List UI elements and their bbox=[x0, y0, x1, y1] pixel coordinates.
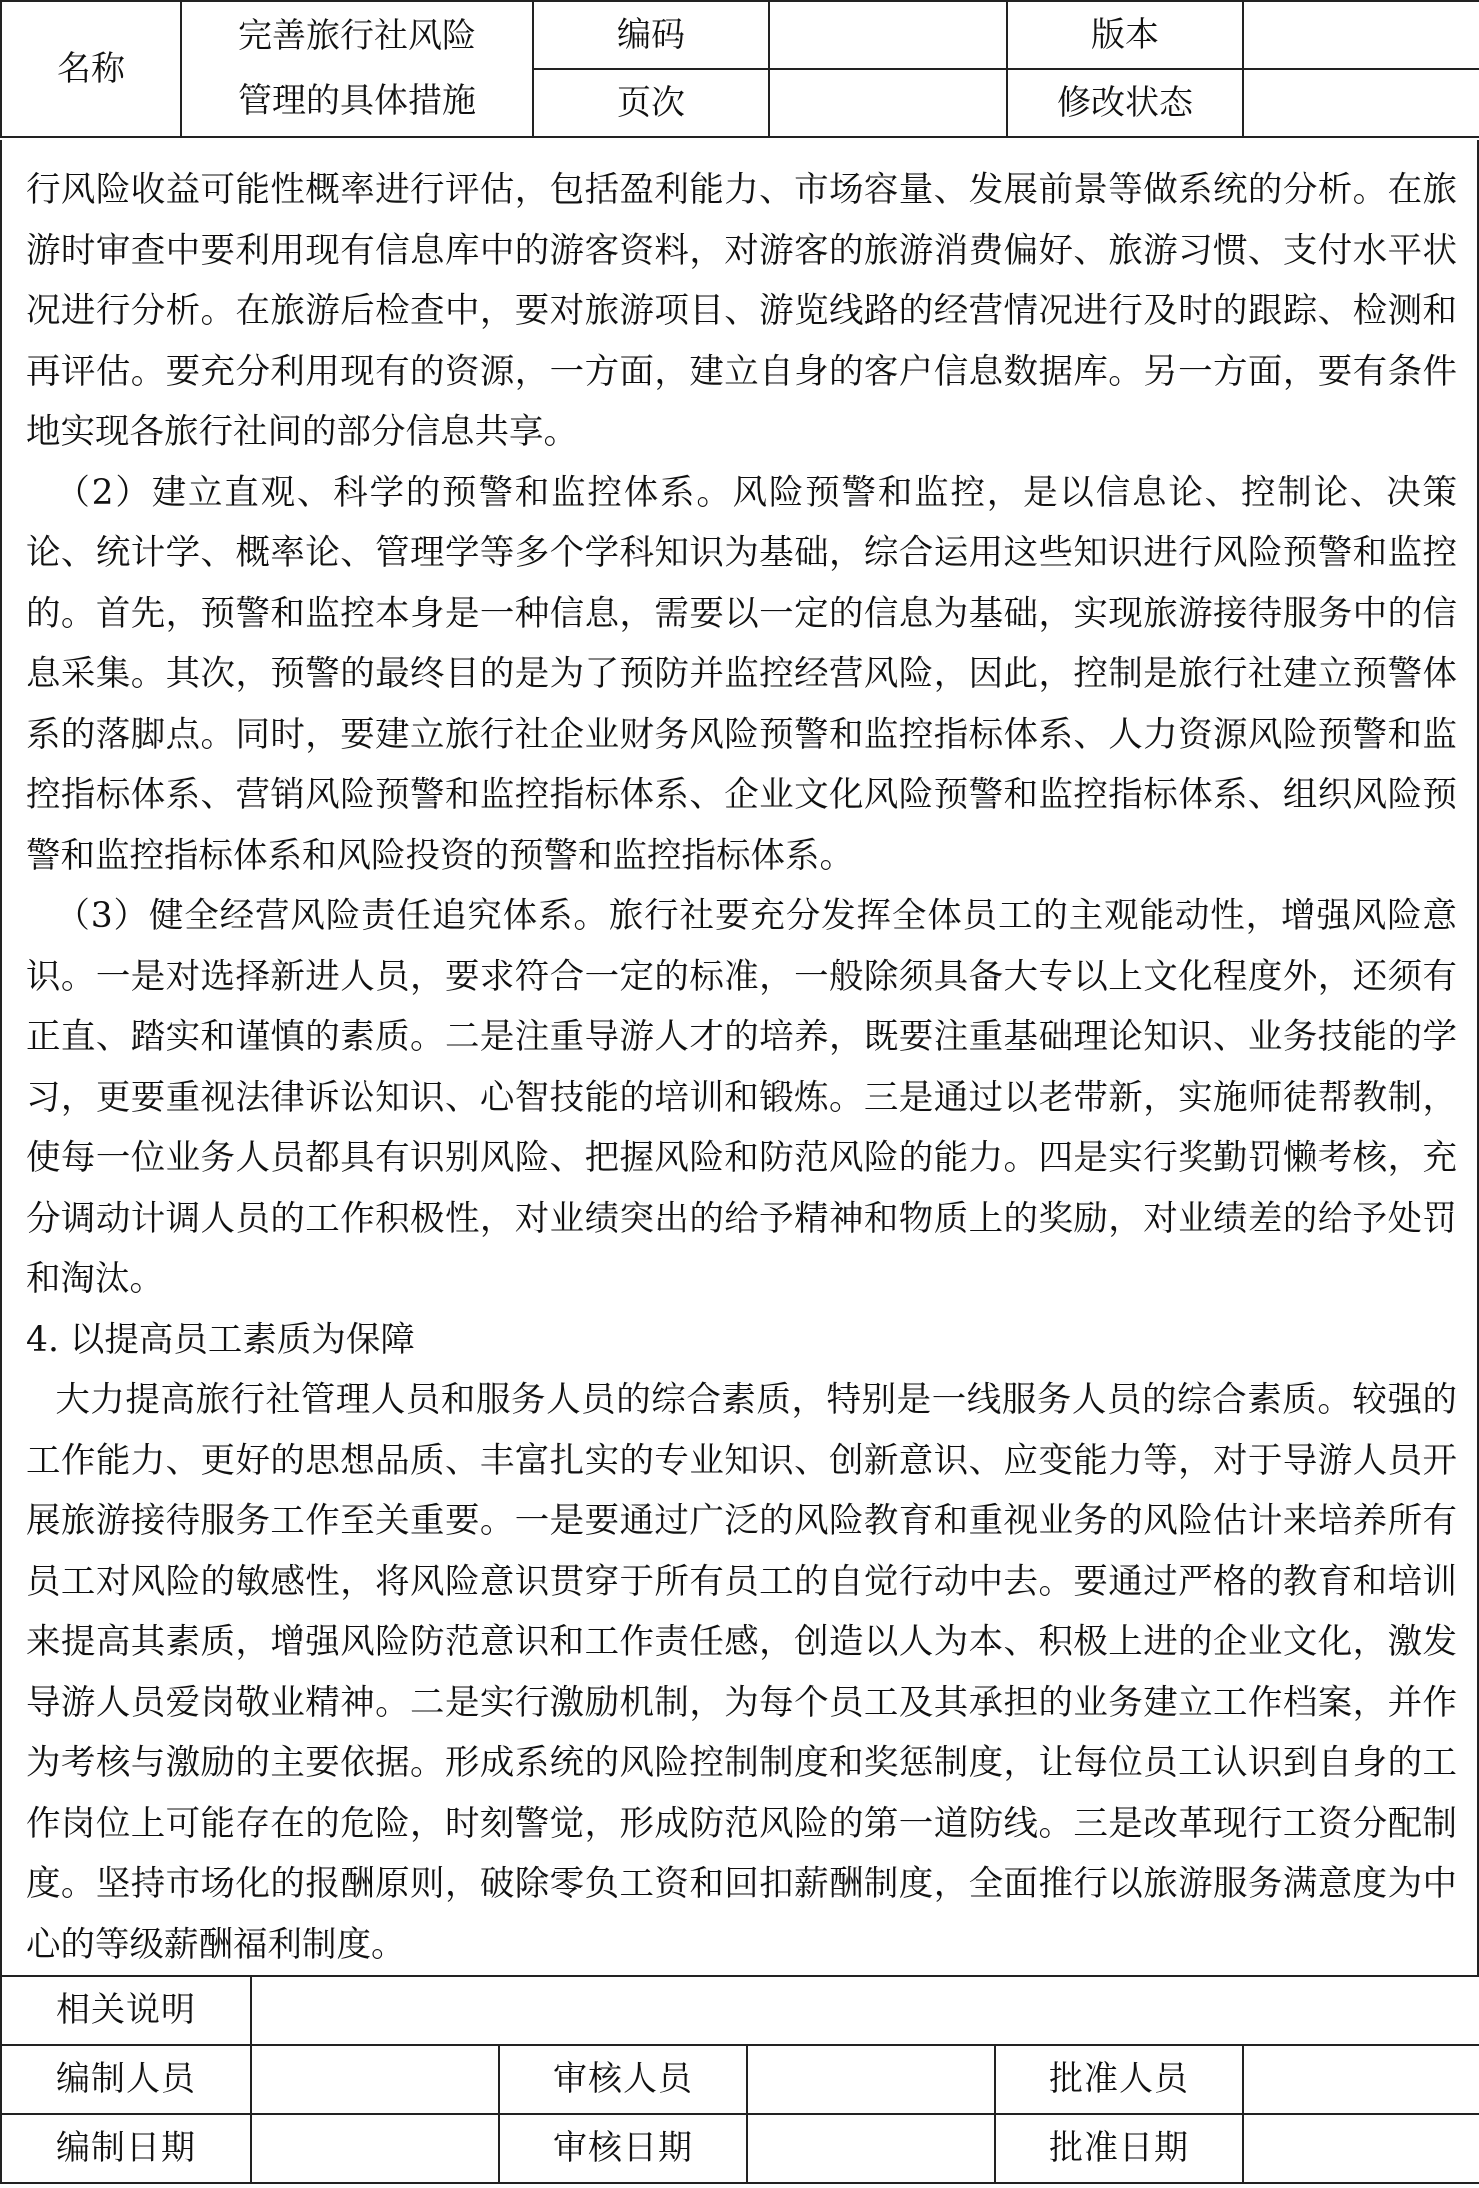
approver-label: 批准人员 bbox=[1049, 2059, 1189, 2100]
approver-label-cell bbox=[995, 2045, 1243, 2114]
author-date-label-cell bbox=[1, 2114, 251, 2183]
footer-table bbox=[0, 1975, 1479, 2184]
reviewer-label-cell bbox=[499, 2045, 747, 2114]
review-date-label-cell bbox=[499, 2114, 747, 2183]
code-label-cell bbox=[533, 1, 769, 69]
approver-value-cell bbox=[1243, 2045, 1479, 2114]
body-text bbox=[0, 140, 1479, 1977]
code-label: 编码 bbox=[617, 14, 685, 55]
version-label: 版本 bbox=[1091, 14, 1159, 55]
revision-label: 修改状态 bbox=[1057, 82, 1193, 123]
name-label: 名称 bbox=[57, 48, 125, 89]
section-heading: 4. 以提高员工素质为保障 bbox=[26, 1319, 415, 1360]
paragraph-4: 大力提高旅行社管理人员和服务人员的综合素质，特别是一线服务人员的综合素质。较强的工作能力、更好的思想品质、丰富扎实的专业知识、创新意识、应变能力等，对于导游人员开展旅游接待服务工作至关重要。一是要通过广泛的风险教育和重视业务的风险估计来培养所有员工对风险的敏感性，将风险意识贯穿于所有员工的自觉行动中去。要通过严格的教育和培训来提高其素质，增强风险防范意识和工作责任感，创造以人为本、积极上进的企业文化，激发导游人员爱岗敬业精神。二是实行激励机制，为每个员工及其承担的业务建立工作档案，并作为考核与激励的主要依据。形成系统的风险控制制度和奖惩制度，让每位员工认识到自身的工作岗位上可能存在的危险，时刻警觉，形成防范风险的第一道防线。三是改革现行工资分配制度。坚持市场化的报酬原则，破除零负工资和回扣薪酬制度，全面推行以旅游服务满意度为中心的等级薪酬福利制度。 bbox=[26, 1380, 1457, 1965]
approve-date-label-cell bbox=[995, 2114, 1243, 2183]
author-value-cell bbox=[251, 2045, 499, 2114]
approve-date-value-cell bbox=[1243, 2114, 1479, 2183]
name-value-line2: 管理的具体措施 bbox=[238, 81, 476, 121]
page-value-cell bbox=[769, 69, 1007, 137]
review-date-label: 审核日期 bbox=[553, 2128, 693, 2169]
name-value-cell bbox=[181, 1, 533, 137]
notes-label: 相关说明 bbox=[56, 1990, 196, 2031]
page-label: 页次 bbox=[617, 82, 685, 123]
name-value-line1: 完善旅行社风险 bbox=[238, 16, 476, 57]
reviewer-label: 审核人员 bbox=[553, 2059, 693, 2100]
author-label-cell bbox=[1, 2045, 251, 2114]
notes-value-cell bbox=[251, 1976, 1479, 2045]
name-label-cell bbox=[1, 1, 181, 137]
header-table bbox=[0, 0, 1479, 138]
revision-value-cell bbox=[1243, 69, 1479, 137]
author-label: 编制人员 bbox=[56, 2059, 196, 2100]
review-date-value-cell bbox=[747, 2114, 995, 2183]
paragraph-3: （3）健全经营风险责任追究体系。旅行社要充分发挥全体员工的主观能动性，增强风险意识。一是对选择新进人员，要求符合一定的标准，一般除须具备大专以上文化程度外，还须有正直、踏实和谨慎的素质。二是注重导游人才的培养，既要注重基础理论知识、业务技能的学习，更要重视法律诉讼知识、心智技能的培训和锻炼。三是通过以老带新，实施师徒帮教制，使每一位业务人员都具有识别风险、把握风险和防范风险的能力。四是实行奖勤罚懒考核，充分调动计调人员的工作积极性，对业绩突出的给予精神和物质上的奖励，对业绩差的给予处罚和淘汰。 bbox=[26, 896, 1457, 1299]
approve-date-label: 批准日期 bbox=[1049, 2128, 1189, 2169]
paragraph-1: 行风险收益可能性概率进行评估，包括盈利能力、市场容量、发展前景等做系统的分析。在旅游时审查中要利用现有信息库中的游客资料，对游客的旅游消费偏好、旅游习惯、支付水平状况进行分析。在旅游后检查中，要对旅游项目、游览线路的经营情况进行及时的跟踪、检测和再评估。要充分利用现有的资源，一方面，建立自身的客户信息数据库。另一方面，要有条件地实现各旅行社间的部分信息共享。 bbox=[26, 170, 1457, 452]
version-label-cell bbox=[1007, 1, 1243, 69]
author-date-value-cell bbox=[251, 2114, 499, 2183]
paragraph-2: （2）建立直观、科学的预警和监控体系。风险预警和监控，是以信息论、控制论、决策论、统计学、概率论、管理学等多个学科知识为基础，综合运用这些知识进行风险预警和监控的。首先，预警和监控本身是一种信息，需要以一定的信息为基础，实现旅游接待服务中的信息采集。其次，预警的最终目的是为了预防并监控经营风险，因此，控制是旅行社建立预警体系的落脚点。同时，要建立旅行社企业财务风险预警和监控指标体系、人力资源风险预警和监控指标体系、营销风险预警和监控指标体系、企业文化风险预警和监控指标体系、组织风险预警和监控指标体系和风险投资的预警和监控指标体系。 bbox=[26, 472, 1457, 876]
code-value-cell bbox=[769, 1, 1007, 69]
page-label-cell bbox=[533, 69, 769, 137]
reviewer-value-cell bbox=[747, 2045, 995, 2114]
revision-label-cell bbox=[1007, 69, 1243, 137]
version-value-cell bbox=[1243, 1, 1479, 69]
author-date-label: 编制日期 bbox=[56, 2128, 196, 2169]
notes-label-cell bbox=[1, 1976, 251, 2045]
